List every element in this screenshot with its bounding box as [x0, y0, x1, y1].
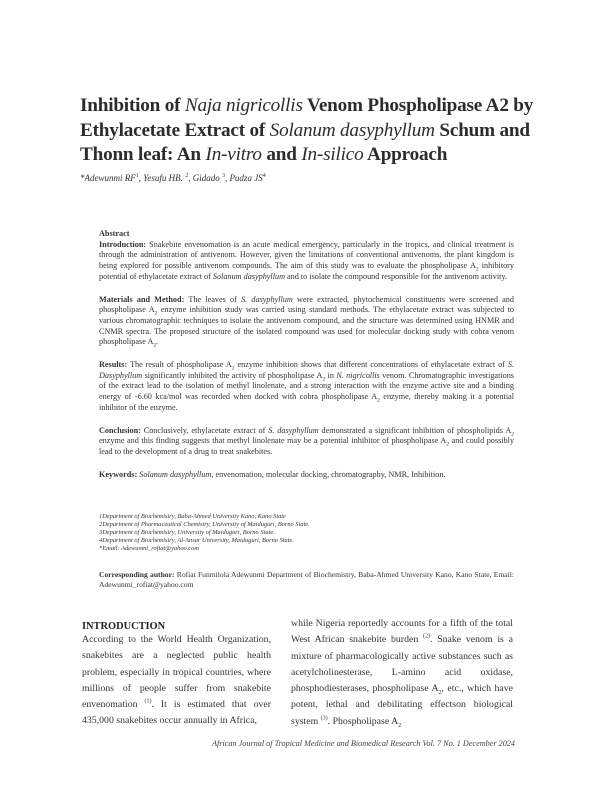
paper-title: Inhibition of Naja nigricollis Venom Phospholipase A2 by Ethylacetate Extract of Solanum dasyphyllum Schum and Thonn leaf: An In-vitro and In-silico Approach — [80, 95, 534, 165]
introduction-heading: INTRODUCTION — [82, 621, 166, 632]
body-column-right: while Nigeria reportedly accounts for a fifth of the total West African snakebite burden $^{(2)}$. Snake venom is a mixture of pharmacologically active substances such as acetylcholinesterase, L-amino acid oxidase, phosphodiesterases, phospholipase $A_2$, etc., which have potent, lethal and debilitating effectson biological system $^{(3)}$. Phospholipase $A_2$ — [291, 618, 513, 729]
abstract-results: Results: The result of phospholipase $A_2$ enzyme inhibition shows that different concentrations of ethylacetate extract of S. Dasyphyllum significantly inhibited the activity of phospholipase $A_2$ in N. nigricollis venom. Chromatographic investigations of the extract lead to the isolation of methyl linolenate, and a strong interaction with the enzyme active site and a binding energy of -6.60 kca/mol was recorded when docked with cobra phospholipase $A_2$ enzyme, thereby making it a potential inhibitor of the enzyme. — [99, 360, 514, 412]
affiliation-line: 4Department of Biochemistry, Al-Ansar University, Maiduguri, Borno State. — [99, 537, 294, 544]
affiliations — [99, 513, 519, 553]
abstract-block — [99, 229, 514, 492]
corresponding-author: Corresponding author: Rofiat Funmilola Adewunmi Department of Biochemistry, Baba-Ahmed University Kano, Kano State, Email: Adewunmi_rofiat@yahoo.com — [99, 570, 514, 590]
body-column-left: According to the World Health Organization, snakebites are a neglected public health problem, especially in tropical countries, where millions of people suffer from snakebite envenomation $^{(1)}$. It is estimated that over 435,000 snakebites occur annually in Africa, — [82, 634, 271, 727]
affiliation-email: *Email: Adewunmi_rofiat@yahoo.com — [99, 545, 199, 552]
author-list: *Adewunmi $RF^1$, Yesufu HB. $^2$, Gidado $^3$, Pudza $JS^4$ — [80, 173, 266, 183]
abstract-introduction: Introduction: Snakebite envenomation is an acute medical emergency, particularly in the tropics, and clinical treatment is through the administration of antivenom. However, given the limitations of conventional antivenoms, the plant kingdom is being explored for possible antivenom compounds. The aim of this study was to evaluate the phospholipase $A_2$ inhibitory potential of ethylacetate extract of Solanum dasyphyllum and to isolate the compound responsible for the antivenom activity. — [99, 239, 515, 281]
abstract-keywords: Keywords: Solanum dasyphyllum, envenomation, molecular docking, chromatography, NMR, Inhibition. — [99, 469, 446, 479]
affiliation-line: 3Department of Biochemistry, University of Maiduguri, Borno State. — [99, 529, 275, 536]
abstract-methods: Materials and Method: The leaves of S. dasyphyllum were extracted, phytochemical constituents were screened and phospholipase $A_2$ enzyme inhibition study was carried using standard methods. The ethylacetate extract was subjected to various chromatographic techniques to isolate the antivenom compound, and the structure was determined using HNMR and CNMR spectra. The proposed structure of the isolated compound was used for molecular docking study with cobra venom phospholipase $A_2$. — [99, 294, 514, 349]
affiliation-line: 2Department of Pharmaceutical Chemistry, University of Maiduguri, Borno State. — [99, 521, 310, 528]
affiliation-line: 1Department of Biochemistry, Baba-Ahmed University Kano, Kano State — [99, 513, 286, 520]
abstract-conclusion: Conclusion: Conclusively, ethylacetate extract of S. dasyphyllum demonstrated a significant inhibition of phospholipids $A_2$ enzyme and this finding suggests that methyl linolenate may be a potential inhibitor of phospholipase $A_2$ and could possibly lead to the development of a drug to treat snakebites. — [99, 425, 515, 456]
journal-footer: African Journal of Tropical Medicine and Biomedical Research Vol. 7 No. 1 December 2024 — [212, 739, 515, 748]
abstract-heading: Abstract — [99, 229, 130, 238]
